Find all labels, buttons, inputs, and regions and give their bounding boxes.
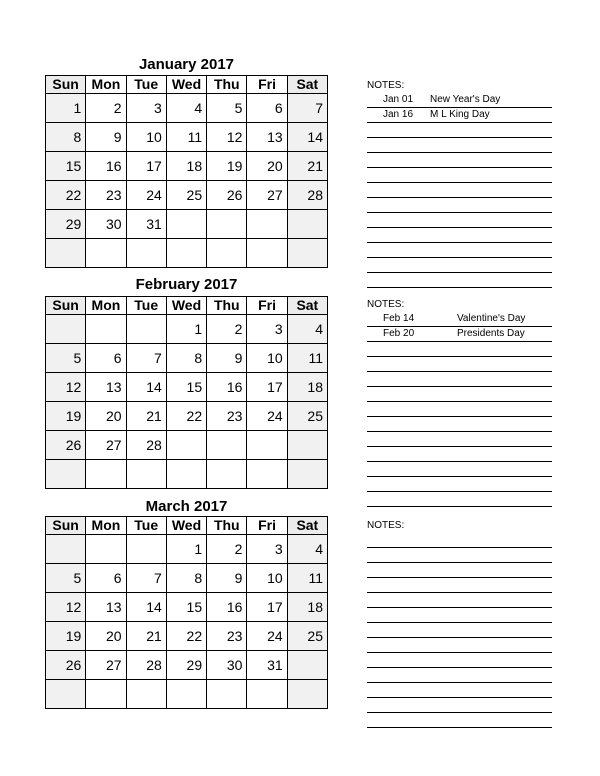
day-cell: 3 [247, 315, 287, 344]
day-cell: 19 [46, 402, 86, 431]
day-cell: 29 [46, 210, 86, 239]
day-cell: 11 [166, 123, 206, 152]
note-line [367, 108, 552, 123]
note-line [367, 417, 552, 432]
day-cell: 27 [86, 431, 126, 460]
notes-january [367, 80, 552, 288]
calendar-march [45, 516, 328, 709]
notes-march [367, 520, 552, 728]
day-cell [287, 239, 327, 268]
week-row [46, 152, 328, 181]
day-cell: 13 [86, 593, 126, 622]
day-cell: 30 [86, 210, 126, 239]
day-cell: 8 [166, 564, 206, 593]
note-line [367, 168, 552, 183]
weekday-mon: Mon [86, 76, 126, 94]
note-line [367, 198, 552, 213]
day-cell: 28 [287, 181, 327, 210]
weekday-mon: Mon [86, 297, 126, 315]
day-cell: 23 [207, 622, 247, 651]
week-row [46, 239, 328, 268]
day-cell: 4 [287, 535, 327, 564]
day-cell: 13 [86, 373, 126, 402]
weekday-mon: Mon [86, 517, 126, 535]
day-cell: 12 [46, 593, 86, 622]
weekday-thu: Thu [207, 297, 247, 315]
weekday-fri: Fri [247, 76, 287, 94]
day-cell [126, 680, 166, 709]
week-row [46, 535, 328, 564]
note-line [367, 153, 552, 168]
day-cell: 19 [46, 622, 86, 651]
month-title-march: March 2017 [145, 498, 228, 515]
day-cell [86, 315, 126, 344]
note-line [367, 492, 552, 507]
weekday-tue: Tue [126, 297, 166, 315]
day-cell: 5 [46, 344, 86, 373]
day-cell [46, 460, 86, 489]
weekday-sun: Sun [46, 517, 86, 535]
day-cell [247, 210, 287, 239]
note-line [367, 138, 552, 153]
note-line [367, 713, 552, 728]
day-cell: 27 [247, 181, 287, 210]
day-cell [166, 680, 206, 709]
day-cell [247, 239, 287, 268]
day-cell: 2 [207, 535, 247, 564]
day-cell [46, 315, 86, 344]
day-cell: 20 [247, 152, 287, 181]
note-line [367, 653, 552, 668]
note-line [367, 638, 552, 653]
day-cell: 30 [207, 651, 247, 680]
day-cell: 6 [247, 94, 287, 123]
note-line [367, 258, 552, 273]
day-cell: 31 [126, 210, 166, 239]
day-cell: 22 [46, 181, 86, 210]
weekday-thu: Thu [207, 76, 247, 94]
note-line [367, 593, 552, 608]
weekday-wed: Wed [166, 76, 206, 94]
day-cell: 7 [126, 564, 166, 593]
note-line [367, 698, 552, 713]
day-cell: 2 [207, 315, 247, 344]
note-line [367, 683, 552, 698]
note-line [367, 243, 552, 258]
day-cell: 21 [126, 622, 166, 651]
day-cell [207, 239, 247, 268]
day-cell: 22 [166, 622, 206, 651]
day-cell [46, 535, 86, 564]
note-line [367, 402, 552, 417]
day-cell [287, 651, 327, 680]
day-cell [126, 315, 166, 344]
day-cell: 26 [46, 431, 86, 460]
day-cell: 3 [126, 94, 166, 123]
weekday-sat: Sat [287, 76, 327, 94]
day-cell: 28 [126, 651, 166, 680]
weekday-wed: Wed [166, 297, 206, 315]
day-cell [86, 680, 126, 709]
day-cell [247, 431, 287, 460]
day-cell: 15 [46, 152, 86, 181]
day-cell: 10 [126, 123, 166, 152]
weekday-fri: Fri [247, 297, 287, 315]
week-row [46, 94, 328, 123]
day-cell [86, 239, 126, 268]
weekday-header-row [46, 297, 328, 315]
holiday-name: Presidents Day [457, 328, 525, 339]
week-row [46, 564, 328, 593]
note-line [367, 372, 552, 387]
day-cell: 4 [287, 315, 327, 344]
day-cell: 8 [166, 344, 206, 373]
day-cell: 15 [166, 593, 206, 622]
day-cell: 11 [287, 344, 327, 373]
week-row [46, 402, 328, 431]
day-cell [126, 460, 166, 489]
day-cell: 16 [207, 373, 247, 402]
weekday-sun: Sun [46, 297, 86, 315]
day-cell: 14 [126, 373, 166, 402]
day-cell: 5 [207, 94, 247, 123]
note-line [367, 563, 552, 578]
day-cell: 24 [247, 402, 287, 431]
day-cell: 25 [166, 181, 206, 210]
day-cell: 10 [247, 564, 287, 593]
day-cell: 19 [207, 152, 247, 181]
note-line [367, 93, 552, 108]
note-line [367, 357, 552, 372]
day-cell: 14 [126, 593, 166, 622]
day-cell [287, 460, 327, 489]
day-cell: 17 [247, 593, 287, 622]
day-cell [207, 431, 247, 460]
notes-label: NOTES: [367, 80, 405, 91]
day-cell: 24 [247, 622, 287, 651]
note-line [367, 228, 552, 243]
day-cell: 12 [46, 373, 86, 402]
weekday-sat: Sat [287, 517, 327, 535]
note-line [367, 477, 552, 492]
day-cell [247, 680, 287, 709]
day-cell: 23 [86, 181, 126, 210]
day-cell: 4 [166, 94, 206, 123]
day-cell: 5 [46, 564, 86, 593]
day-cell: 27 [86, 651, 126, 680]
day-cell: 18 [166, 152, 206, 181]
note-line [367, 668, 552, 683]
day-cell: 24 [126, 181, 166, 210]
day-cell: 10 [247, 344, 287, 373]
holiday-date: Feb 20 [383, 328, 415, 339]
note-line [367, 432, 552, 447]
week-row [46, 593, 328, 622]
day-cell: 28 [126, 431, 166, 460]
day-cell: 6 [86, 344, 126, 373]
day-cell: 20 [86, 622, 126, 651]
weekday-sun: Sun [46, 76, 86, 94]
day-cell: 31 [247, 651, 287, 680]
note-line [367, 462, 552, 477]
note-line [367, 447, 552, 462]
day-cell: 18 [287, 373, 327, 402]
weekday-thu: Thu [207, 517, 247, 535]
day-cell: 17 [126, 152, 166, 181]
day-cell: 11 [287, 564, 327, 593]
day-cell: 21 [126, 402, 166, 431]
day-cell: 26 [207, 181, 247, 210]
holiday-date: Jan 01 [383, 94, 414, 105]
day-cell: 18 [287, 593, 327, 622]
week-row [46, 181, 328, 210]
week-row [46, 622, 328, 651]
day-cell: 7 [287, 94, 327, 123]
day-cell [86, 535, 126, 564]
week-row [46, 651, 328, 680]
week-row [46, 680, 328, 709]
note-line [367, 213, 552, 228]
notes-february [367, 299, 552, 507]
day-cell: 26 [46, 651, 86, 680]
day-cell: 23 [207, 402, 247, 431]
holiday-date: Feb 14 [383, 313, 415, 324]
note-line [367, 183, 552, 198]
day-cell: 9 [207, 344, 247, 373]
day-cell: 16 [86, 152, 126, 181]
day-cell [287, 431, 327, 460]
day-cell: 20 [86, 402, 126, 431]
holiday-name: M L King Day [430, 109, 490, 120]
day-cell: 9 [86, 123, 126, 152]
week-row [46, 210, 328, 239]
day-cell [166, 239, 206, 268]
calendar-february [45, 296, 328, 489]
week-row [46, 123, 328, 152]
day-cell [126, 239, 166, 268]
week-row [46, 373, 328, 402]
day-cell: 15 [166, 373, 206, 402]
day-cell: 14 [287, 123, 327, 152]
day-cell: 3 [247, 535, 287, 564]
note-line [367, 327, 552, 342]
day-cell [126, 535, 166, 564]
month-title-february: February 2017 [135, 276, 238, 293]
day-cell: 12 [207, 123, 247, 152]
day-cell [166, 431, 206, 460]
weekday-tue: Tue [126, 76, 166, 94]
month-title-january: January 2017 [138, 56, 235, 73]
day-cell [287, 210, 327, 239]
note-line [367, 273, 552, 288]
day-cell: 1 [166, 315, 206, 344]
note-line [367, 342, 552, 357]
note-line [367, 123, 552, 138]
day-cell: 7 [126, 344, 166, 373]
day-cell: 6 [86, 564, 126, 593]
day-cell: 1 [166, 535, 206, 564]
day-cell: 2 [86, 94, 126, 123]
day-cell [166, 460, 206, 489]
week-row [46, 315, 328, 344]
week-row [46, 431, 328, 460]
day-cell: 1 [46, 94, 86, 123]
day-cell: 25 [287, 402, 327, 431]
day-cell [86, 460, 126, 489]
note-line [367, 623, 552, 638]
day-cell: 9 [207, 564, 247, 593]
weekday-header-row [46, 76, 328, 94]
note-line [367, 387, 552, 402]
notes-label: NOTES: [367, 520, 405, 531]
note-line [367, 533, 552, 548]
holiday-date: Jan 16 [383, 109, 414, 120]
notes-label: NOTES: [367, 299, 405, 310]
day-cell [46, 239, 86, 268]
holiday-name: New Year's Day [430, 94, 501, 105]
day-cell [166, 210, 206, 239]
day-cell: 21 [287, 152, 327, 181]
note-line [367, 548, 552, 563]
day-cell: 29 [166, 651, 206, 680]
note-line [367, 312, 552, 327]
day-cell [207, 680, 247, 709]
day-cell: 22 [166, 402, 206, 431]
weekday-tue: Tue [126, 517, 166, 535]
day-cell: 16 [207, 593, 247, 622]
day-cell [207, 210, 247, 239]
day-cell: 8 [46, 123, 86, 152]
day-cell: 13 [247, 123, 287, 152]
day-cell: 17 [247, 373, 287, 402]
note-line [367, 608, 552, 623]
day-cell [247, 460, 287, 489]
week-row [46, 460, 328, 489]
weekday-header-row [46, 517, 328, 535]
holiday-name: Valentine's Day [457, 313, 526, 324]
weekday-fri: Fri [247, 517, 287, 535]
weekday-sat: Sat [287, 297, 327, 315]
day-cell [46, 680, 86, 709]
note-line [367, 578, 552, 593]
day-cell: 25 [287, 622, 327, 651]
day-cell [207, 460, 247, 489]
day-cell [287, 680, 327, 709]
calendar-january [45, 75, 328, 268]
week-row [46, 344, 328, 373]
weekday-wed: Wed [166, 517, 206, 535]
